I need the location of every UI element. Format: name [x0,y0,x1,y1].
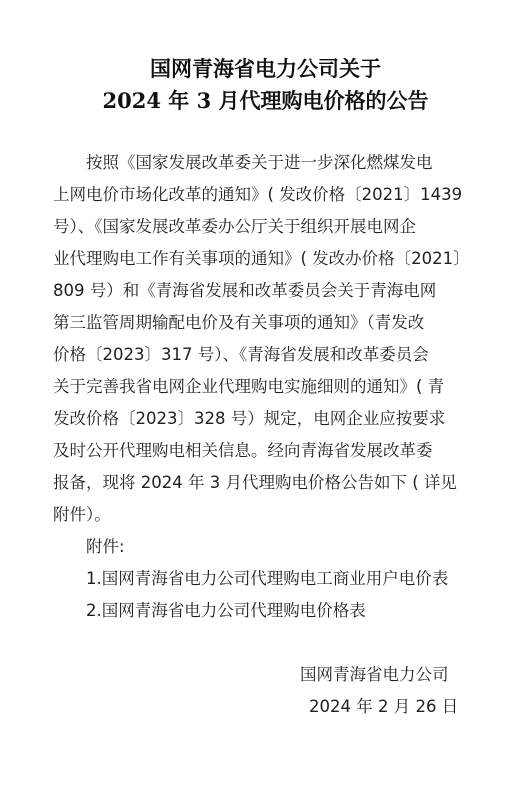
body-line: 第三监管周期输配电价及有关事项的通知》（青发改 [53,313,425,332]
body-line: 及时公开代理购电相关信息。经向青海省发展改革委 [53,441,433,460]
signature-org: 国网青海省电力公司 [300,665,449,684]
body-line: 发改价格〔2023〕328 号）规定，电网企业应按要求 [53,409,446,428]
body-line: 报备，现将 2024 年 3 月代理购电价格公告如下 ( 详见 [53,473,457,492]
attachment-item-1: 1.国网青海省电力公司代理购电工商业用户电价表 [86,569,449,588]
body-line: 809 号）和《青海省发展和改革委员会关于青海电网 [53,281,437,300]
body-line: 附件）。 [53,505,111,524]
body-line: 价格〔2023〕317 号）、《青海省发展和改革委员会 [53,345,429,364]
attachment-item-2: 2.国网青海省电力公司代理购电价格表 [86,601,366,620]
announcement-title-line-1: 国网青海省电力公司关于 [150,56,381,81]
announcement-title-line-2: 2024 年 3 月代理购电价格的公告 [102,88,429,113]
body-line: 业代理购电工作有关事项的通知》( 发改办价格〔2021〕 [53,249,470,268]
attachments-label: 附件: [86,537,125,556]
body-line: 号）、《国家发展改革委办公厅关于组织开展电网企 [53,217,416,236]
body-line: 按照《国家发展改革委关于进一步深化燃煤发电 [86,153,433,172]
signature-date: 2024 年 2 月 26 日 [309,697,459,716]
body-line: 关于完善我省电网企业代理购电实施细则的通知》( 青 [53,377,445,396]
body-line: 上网电价市场化改革的通知》( 发改价格〔2021〕1439 [53,185,463,204]
